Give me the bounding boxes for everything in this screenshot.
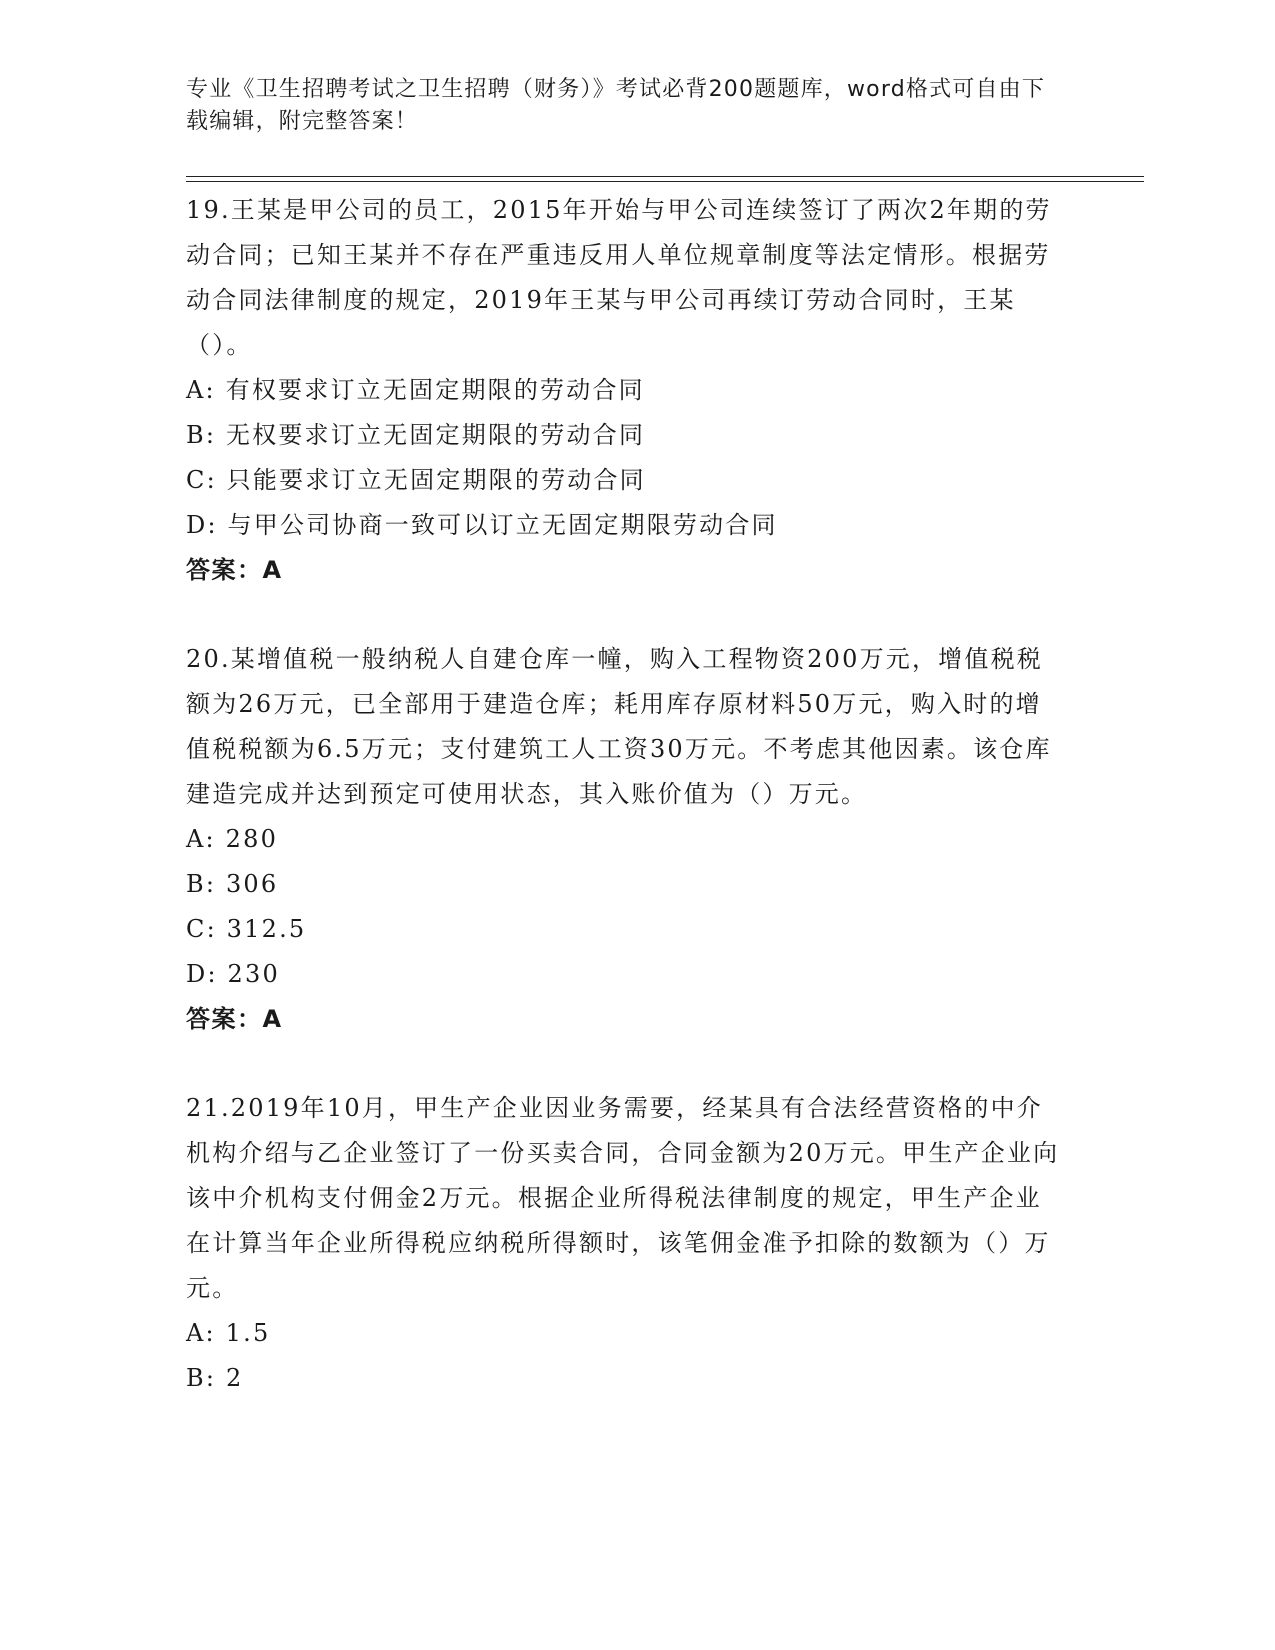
option-b: B: 306 — [186, 870, 279, 898]
question-list — [186, 188, 1066, 1445]
option-a: A: 1.5 — [186, 1319, 271, 1347]
option-c: C: 只能要求订立无固定期限的劳动合同 — [186, 466, 646, 494]
document-header-title: 专业《卫生招聘考试之卫生招聘（财务）》考试必背200题题库，word格式可自由下载编辑，附完整答案！ — [186, 77, 1046, 134]
answer-label: 答案：A — [186, 1005, 283, 1033]
question-stem: 21.2019年10月，甲生产企业因业务需要，经某具有合法经营资格的中介机构介绍与乙企业签订了一份买卖合同，合同金额为20万元。甲生产企业向该中介机构支付佣金2万元。根据企业所得税法律制度的规定，甲生产企业在计算当年企业所得税应纳税所得额时，该笔佣金准予扣除的数额为（）万元。 — [186, 1094, 1060, 1302]
question-stem: 20.某增值税一般纳税人自建仓库一幢，购入工程物资200万元，增值税税额为26万元，已全部用于建造仓库；耗用库存原材料50万元，购入时的增值税税额为6.5万元；支付建筑工人工资30万元。不考虑其他因素。该仓库建造完成并达到预定可使用状态，其入账价值为（）万元。 — [186, 645, 1052, 808]
option-d: D: 与甲公司协商一致可以订立无固定期限劳动合同 — [186, 511, 778, 539]
header-divider-top — [186, 176, 1144, 177]
option-d: D: 230 — [186, 960, 280, 988]
question-21 — [186, 1086, 1066, 1401]
answer-label: 答案：A — [186, 556, 283, 584]
header-divider-bottom — [186, 181, 1144, 182]
option-a: A: 有权要求订立无固定期限的劳动合同 — [186, 376, 645, 404]
question-19 — [186, 188, 1066, 593]
option-a: A: 280 — [186, 825, 279, 853]
option-b: B: 2 — [186, 1364, 244, 1392]
question-stem: 19.王某是甲公司的员工，2015年开始与甲公司连续签订了两次2年期的劳动合同；已知王某并不存在严重违反用人单位规章制度等法定情形。根据劳动合同法律制度的规定，2019年王某与甲公司再续订劳动合同时，王某（）。 — [186, 196, 1052, 359]
option-c: C: 312.5 — [186, 915, 307, 943]
option-b: B: 无权要求订立无固定期限的劳动合同 — [186, 421, 646, 449]
question-20 — [186, 637, 1066, 1042]
